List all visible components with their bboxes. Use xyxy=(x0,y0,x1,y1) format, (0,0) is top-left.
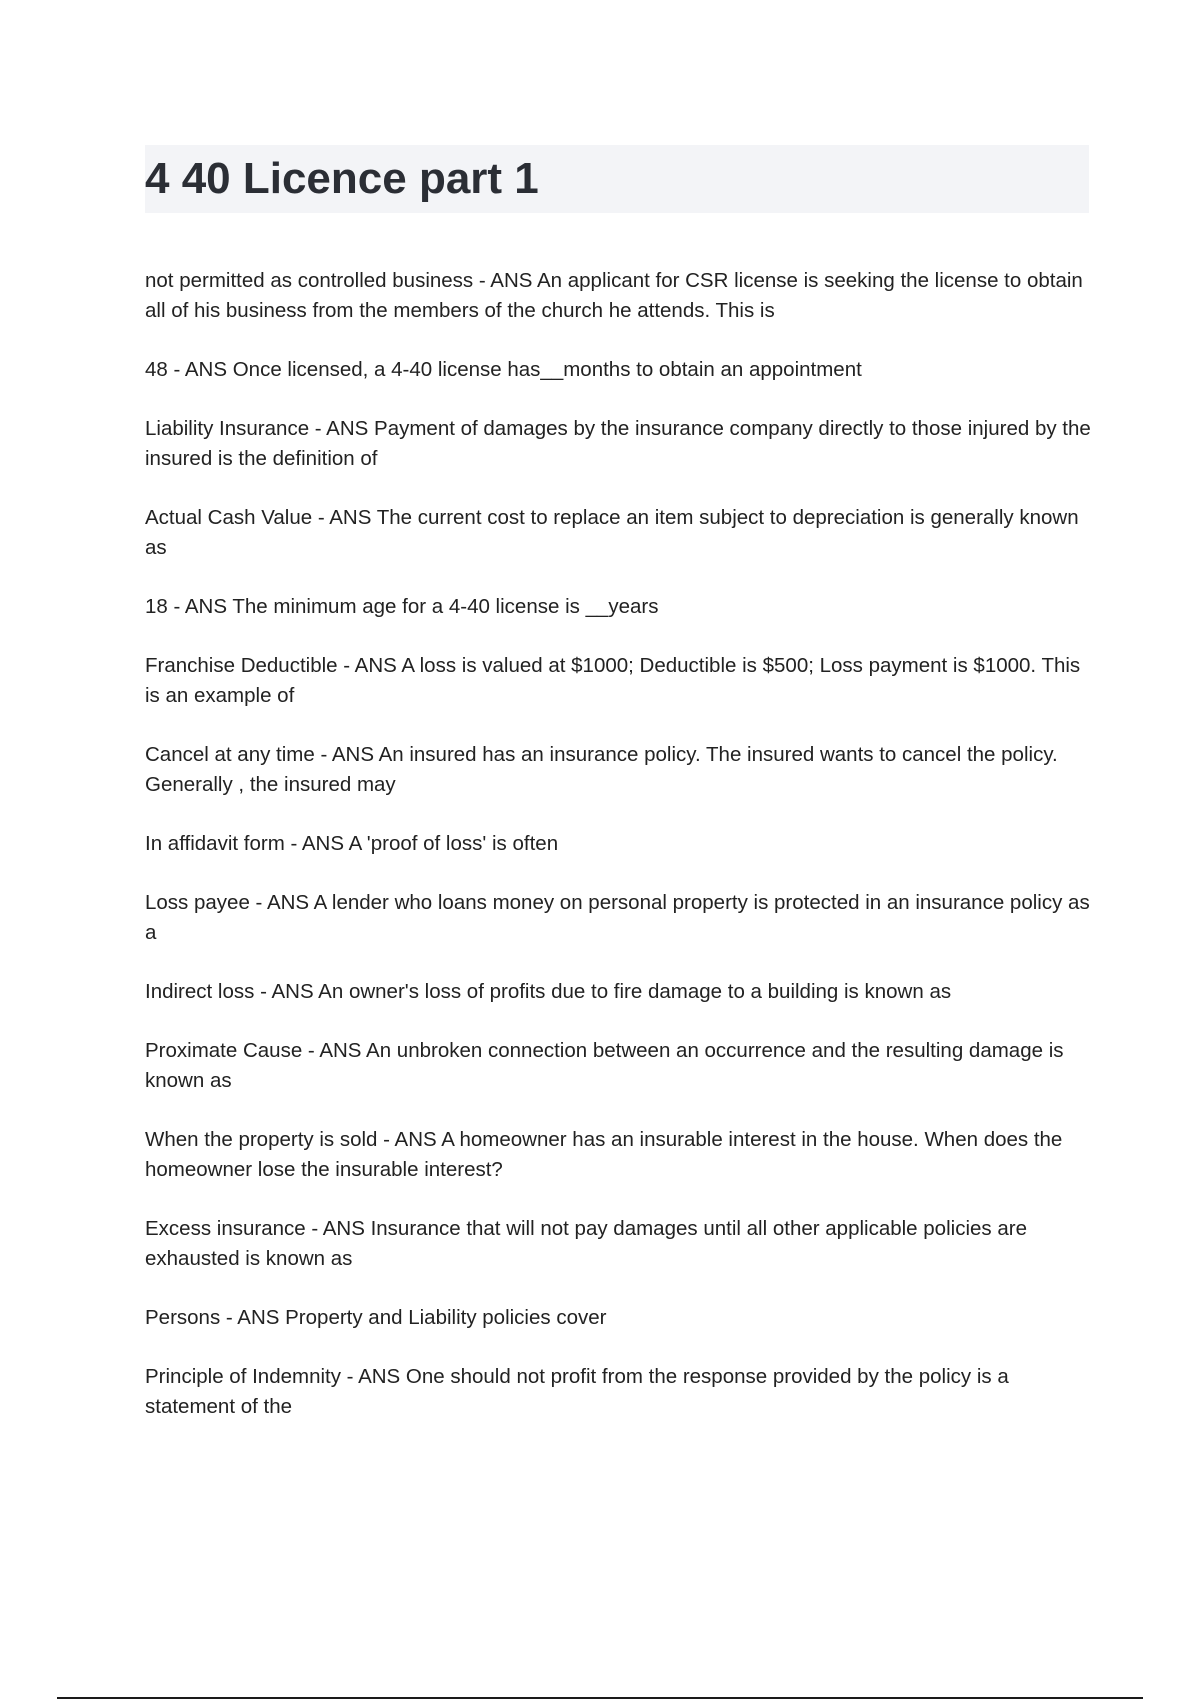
qa-item: not permitted as controlled business - ANS An applicant for CSR license is seeking the license to obtain all of his business from the members of the church he attends. This is xyxy=(145,269,1083,322)
qa-item: Loss payee - ANS A lender who loans money on personal property is protected in an insurance policy as a xyxy=(145,891,1090,944)
qa-item: Cancel at any time - ANS An insured has an insurance policy. The insured wants to cancel the policy. Generally , the insured may xyxy=(145,743,1058,796)
qa-item: In affidavit form - ANS A 'proof of loss' is often xyxy=(145,832,559,855)
qa-item: Actual Cash Value - ANS The current cost to replace an item subject to depreciation is generally known as xyxy=(145,506,1079,559)
qa-item: Principle of Indemnity - ANS One should not profit from the response provided by the policy is a statement of the xyxy=(145,1365,1009,1418)
qa-item: Excess insurance - ANS Insurance that will not pay damages until all other applicable policies are exhausted is known as xyxy=(145,1217,1027,1270)
qa-item: 18 - ANS The minimum age for a 4-40 license is __years xyxy=(145,595,659,618)
title-band xyxy=(145,145,1089,213)
qa-list xyxy=(145,266,1095,1451)
bottom-divider xyxy=(57,1697,1143,1699)
qa-item: Franchise Deductible - ANS A loss is valued at $1000; Deductible is $500; Loss payment is $1000. This is an example of xyxy=(145,654,1081,707)
page-title: 4 40 Licence part 1 xyxy=(145,154,539,203)
qa-item: 48 - ANS Once licensed, a 4-40 license has__months to obtain an appointment xyxy=(145,358,862,381)
qa-item: Proximate Cause - ANS An unbroken connection between an occurrence and the resulting damage is known as xyxy=(145,1039,1064,1092)
qa-item: When the property is sold - ANS A homeowner has an insurable interest in the house. When does the homeowner lose the insurable interest? xyxy=(145,1128,1063,1181)
qa-item: Liability Insurance - ANS Payment of damages by the insurance company directly to those injured by the insured is the definition of xyxy=(145,417,1091,470)
qa-item: Indirect loss - ANS An owner's loss of profits due to fire damage to a building is known as xyxy=(145,980,952,1003)
qa-item: Persons - ANS Property and Liability policies cover xyxy=(145,1306,607,1329)
